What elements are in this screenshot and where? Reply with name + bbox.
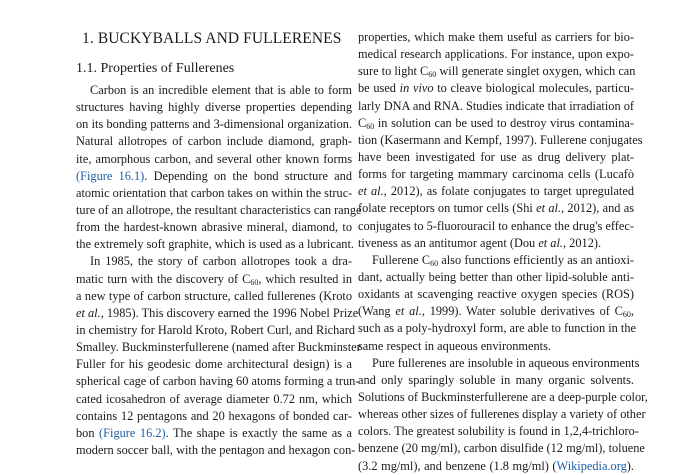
text-line: [358, 252, 634, 269]
text-run: Smalley. Buckminsterfullerene (named after Buckminster: [76, 340, 361, 355]
italic-text: in vivo: [399, 81, 434, 96]
text-run: oxidants at scavenging reactive oxygen species (ROS): [358, 287, 634, 302]
text-run: , 1985). This discovery earned the 1996 Nobel Prize: [100, 305, 359, 320]
right-column: [358, 29, 648, 475]
text-run: In 1985, the story of carbon allotropes took a dra-: [90, 254, 352, 269]
text-line: [358, 63, 634, 80]
text-line: [358, 149, 634, 166]
text-line: [358, 29, 634, 46]
text-line: [358, 338, 634, 355]
text-run: and only sparingly soluble in many organic solvents.: [358, 372, 634, 387]
text-line: [358, 166, 634, 183]
left-column: [76, 82, 362, 459]
text-line: [358, 355, 640, 372]
text-run: will generate singlet oxygen, which can: [436, 64, 636, 79]
text-run: modern soccer ball, with the pentagon and hexagon con-: [76, 442, 356, 457]
text-run: , 2012), as folate conjugates to target upregulated: [383, 184, 635, 199]
text-line: [358, 423, 639, 440]
text-line: [76, 151, 352, 168]
subscript: 60: [250, 277, 259, 287]
text-line: [76, 356, 352, 373]
text-line: [358, 132, 643, 149]
text-line: [358, 286, 634, 303]
text-run: a new type of carbon structure, called fullerenes (Kroto: [76, 288, 352, 303]
text-run: also functions efficiently as an antioxi-: [438, 252, 634, 267]
text-line: [358, 98, 634, 115]
text-line: [76, 442, 356, 459]
text-line: [76, 133, 352, 150]
text-line: [358, 440, 645, 457]
text-run: whereas other sizes of fullerenes display a variety of other: [358, 407, 646, 422]
text-run: from the hardest-known abrasive mineral, diamond, to: [76, 220, 352, 235]
text-run: . Depending on the bond structure and: [144, 168, 352, 183]
text-line: [76, 425, 352, 442]
text-run: Pure fullerenes are insoluble in aqueous environments: [372, 355, 640, 370]
text-run: to cleave biological molecules, particu-: [433, 81, 634, 96]
text-run: spherical cage of carbon having 60 atoms forming a trun-: [76, 374, 360, 389]
text-run: ).: [626, 458, 634, 473]
text-run: benzene (20 mg/ml), carbon disulfide (12 mg/ml), toluene: [358, 441, 645, 456]
text-run: (3.2 mg/ml), and benzene (1.8 mg/ml) (: [358, 458, 557, 473]
italic-text: et al.: [536, 201, 562, 216]
text-line: [76, 82, 352, 99]
text-line: [358, 406, 646, 423]
text-run: tiveness as an antitumor agent (Dou: [358, 235, 539, 250]
italic-text: et al.: [358, 184, 384, 199]
text-run: bon: [76, 425, 100, 440]
section-number: 1.: [82, 30, 94, 47]
text-run: atomic orientation that carbon takes on within the struc-: [76, 185, 353, 200]
text-run: Solutions of Buckminsterfullerene are a deep-purple color,: [358, 389, 648, 404]
text-line: [76, 116, 352, 133]
text-line: [358, 218, 634, 235]
subscript: 60: [428, 70, 437, 80]
text-line: [358, 372, 634, 389]
text-run: , 1999). Water soluble derivatives of C: [421, 304, 623, 319]
text-line: [76, 339, 361, 356]
text-line: [358, 46, 634, 63]
text-line: [76, 288, 352, 305]
text-line: [358, 269, 634, 286]
italic-text: et al.: [395, 304, 422, 319]
text-run: Fuller for his geodesic dome architectural design) is a: [76, 357, 352, 372]
text-line: [358, 303, 634, 320]
subscript: 60: [622, 310, 631, 320]
italic-text: et al.: [538, 235, 563, 250]
text-run: , 2012), and as: [561, 201, 635, 216]
text-run: structures having highly diverse properties depending: [76, 100, 352, 115]
subscript: 60: [366, 121, 375, 131]
text-line: [358, 183, 634, 200]
text-line: [76, 236, 352, 253]
text-run: ite, amorphous carbon, and several other known forms: [76, 151, 352, 166]
text-run: sure to light C: [358, 64, 429, 79]
text-run: cated icosahedron of average diameter 0.72 nm, which: [76, 391, 352, 406]
text-line: [76, 305, 359, 322]
italic-text: et al.: [76, 305, 101, 320]
text-run: C: [358, 115, 367, 130]
text-run: medical research applications. For instance, upon expo-: [358, 47, 634, 62]
text-run: forms for targeting mammary carcinoma cells (Lucafò: [358, 167, 634, 182]
text-line: [358, 389, 648, 406]
text-run: in chemistry for Harold Kroto, Robert Curl, and Richard: [76, 322, 356, 337]
text-run: , which resulted in: [258, 271, 352, 286]
text-run: , 2012).: [563, 235, 602, 250]
text-line: [76, 373, 360, 390]
subsection-heading: [76, 61, 234, 77]
text-run: have been investigated for use as drug delivery plat-: [358, 149, 634, 164]
text-line: [358, 320, 634, 337]
text-line: [76, 271, 352, 288]
text-run: colors. The greatest solubility is found in 1,2,4-trichloro-: [358, 424, 639, 439]
text-line: [76, 99, 352, 116]
text-line: [358, 200, 634, 217]
wikipedia-link[interactable]: Wikipedia.org: [556, 458, 627, 473]
text-run: same respect in aqueous environments.: [358, 338, 551, 353]
text-run: ,: [630, 304, 634, 319]
text-line: [76, 322, 356, 339]
text-run: larly DNA and RNA. Studies indicate that irradiation of: [358, 98, 634, 113]
text-run: folate receptors on tumor cells (Shi: [358, 201, 537, 216]
text-line: [76, 202, 362, 219]
text-run: Carbon is an incredible element that is able to form: [90, 83, 352, 97]
subscript: 60: [430, 258, 439, 268]
section-title: BUCKYBALLS AND FULLERENES: [97, 30, 342, 47]
text-run: on its bonding patterns and 3-dimensional organization.: [76, 117, 352, 132]
text-run: . The shape is exactly the same as a: [165, 425, 352, 440]
text-run: the extremely soft graphite, which is used as a lubricant.: [76, 237, 354, 252]
figure-reference-link[interactable]: (Figure 16.2): [99, 425, 166, 440]
text-run: matic turn with the discovery of C: [76, 271, 251, 286]
subsection-title: Properties of Fullerenes: [100, 61, 235, 76]
text-line: [358, 115, 634, 132]
text-line: [76, 391, 352, 408]
text-line: [358, 458, 634, 475]
text-run: contains 12 pentagons and 20 hexagons of bonded car-: [76, 408, 352, 423]
text-run: properties, which make them useful as carriers for bio-: [358, 30, 634, 44]
text-line: [76, 253, 352, 270]
text-run: conjugates to 5-fluorouracil to enhance the drug's effec-: [358, 218, 634, 233]
text-run: dant, actually being better than other lipid-soluble anti-: [358, 269, 634, 284]
text-run: Fullerene C: [372, 252, 431, 267]
text-run: (Wang: [358, 304, 396, 319]
text-run: be used: [358, 81, 400, 96]
text-line: [76, 219, 352, 236]
text-run: such as a poly-hydroxyl form, are able to function in the: [358, 321, 636, 336]
text-line: [76, 168, 352, 185]
text-run: ture of an allotrope, the resultant characteristics can range: [76, 202, 362, 217]
section-heading: [82, 30, 341, 48]
subsection-number: 1.1.: [76, 61, 97, 76]
text-line: [358, 80, 634, 97]
text-run: in solution can be used to destroy virus contamina-: [374, 115, 634, 130]
text-line: [76, 185, 352, 202]
text-run: tion (Kasermann and Kempf, 1997). Fullerene conjugates: [358, 132, 643, 147]
text-line: [76, 408, 352, 425]
figure-reference-link[interactable]: (Figure 16.1): [76, 168, 145, 183]
text-line: [358, 235, 634, 252]
text-run: Natural allotropes of carbon include diamond, graph-: [76, 134, 352, 149]
